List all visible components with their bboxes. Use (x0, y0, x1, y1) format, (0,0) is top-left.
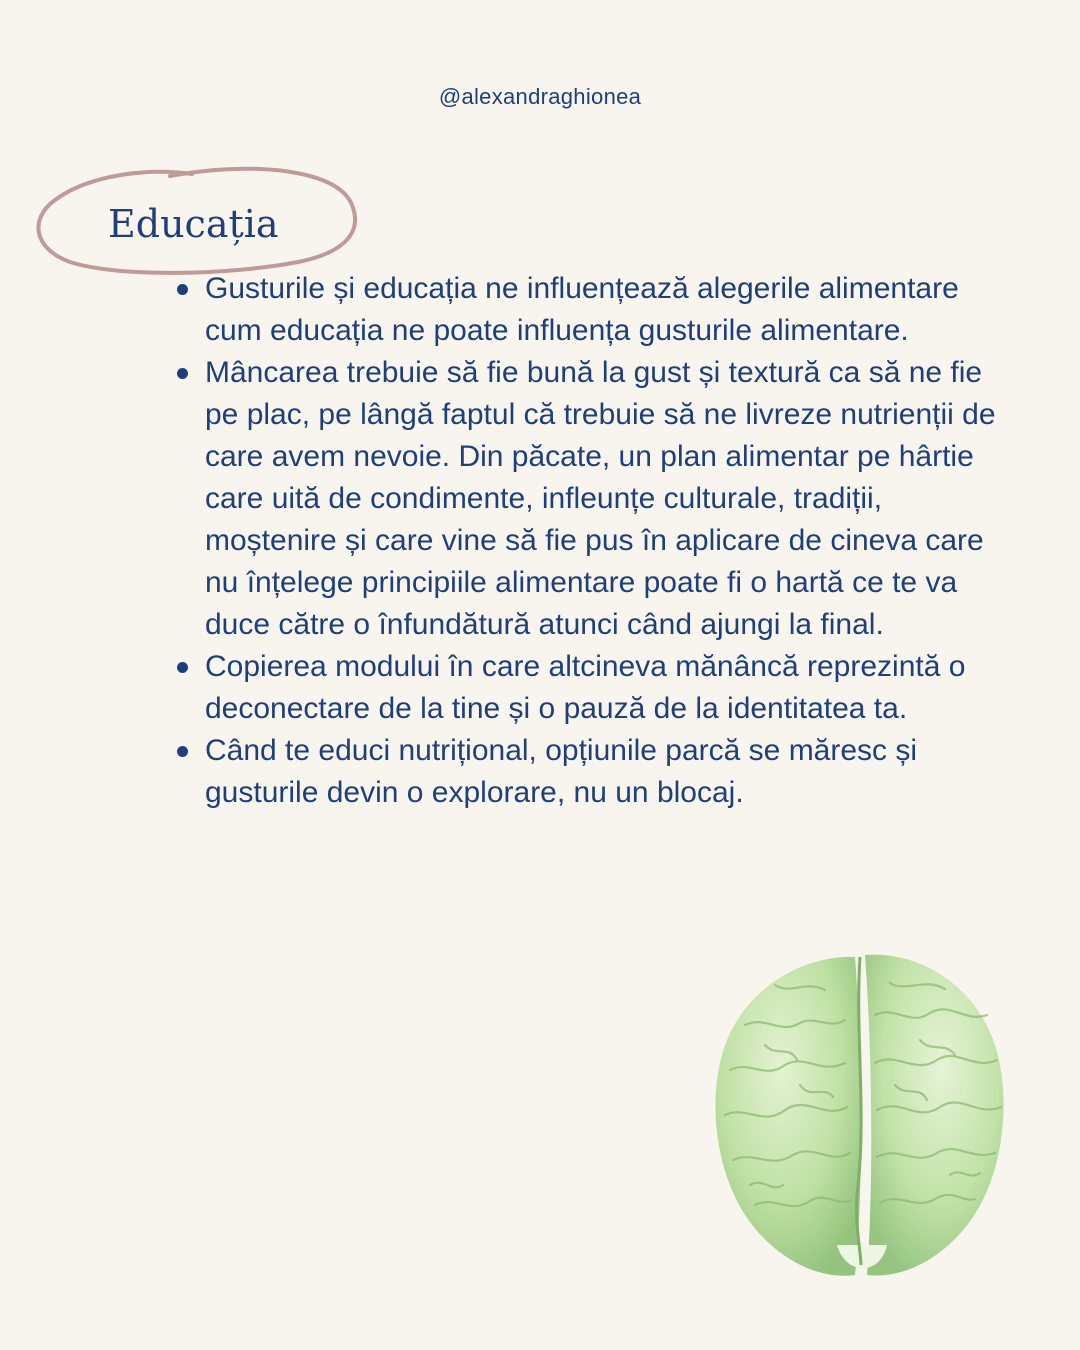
section-title: Educația (108, 202, 279, 246)
list-item-text: Gusturile și educația ne influențează alegerile alimentare cum educația ne poate influența gusturile alimentare. (205, 272, 959, 347)
list-item (170, 730, 1000, 814)
list-item-text: Copierea modului în care altcineva mănâncă reprezintă o deconectare de la tine și o pauză de la identitatea ta. (205, 650, 966, 725)
list-item (170, 646, 1000, 730)
list-item-text: Mâncarea trebuie să fie bună la gust și textură ca să ne fie pe plac, pe lângă faptul că trebuie să ne livreze nutrienții de care avem nevoie. Din păcate, un plan alimentar pe hârtie care uită de condimente, infleunțe culturale, tradiții, moștenire și care vine să fie pus în aplicare de cineva care nu înțelege principiile alimentare poate fi o hartă ce te va duce către o înfundătură atunci când ajungi la final. (205, 356, 996, 641)
bullet-list (170, 268, 1000, 814)
author-handle: @alexandraghionea (438, 84, 642, 109)
cabbage-brain-image (705, 945, 1015, 1285)
list-item-text: Când te educi nutrițional, opțiunile parcă se măresc și gusturile devin o explorare, nu un blocaj. (205, 734, 918, 809)
bullet-icon (177, 662, 188, 673)
list-item (170, 268, 1000, 352)
bullet-icon (177, 746, 188, 757)
bullet-icon (177, 284, 188, 295)
bullet-icon (177, 368, 188, 379)
cabbage-icon (705, 945, 1015, 1285)
title-block (30, 160, 370, 280)
list-item (170, 352, 1000, 646)
